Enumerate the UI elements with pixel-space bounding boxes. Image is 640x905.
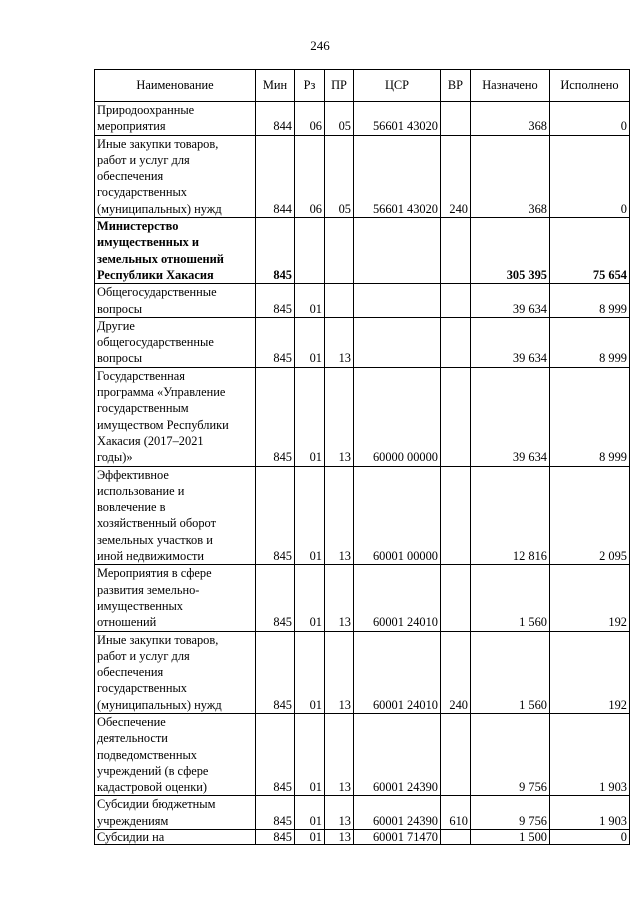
cell-executed: 0	[550, 102, 630, 136]
cell-vr	[441, 218, 471, 284]
cell-pr	[325, 218, 354, 284]
cell-pr: 05	[325, 102, 354, 136]
cell-min: 845	[256, 713, 295, 795]
cell-rz: 01	[295, 565, 325, 631]
cell-pr	[325, 284, 354, 318]
cell-executed: 75 654	[550, 218, 630, 284]
cell-name-line: Хакасия (2017–2021	[97, 433, 204, 448]
cell-name-line: хозяйственный оборот	[97, 516, 216, 531]
page-number: 246	[310, 38, 330, 53]
cell-name-line: земельных отношений	[97, 251, 224, 266]
cell-name	[95, 713, 256, 795]
cell-assigned: 9 756	[471, 713, 550, 795]
cell-csr: 60001 00000	[354, 466, 441, 565]
cell-pr: 13	[325, 713, 354, 795]
cell-name-line: имущественных	[97, 598, 183, 613]
cell-vr	[441, 830, 471, 845]
table-header-row	[95, 70, 630, 102]
cell-rz: 01	[295, 830, 325, 845]
cell-executed: 192	[550, 631, 630, 713]
cell-name	[95, 631, 256, 713]
cell-name-line: Иные закупки товаров,	[97, 136, 219, 151]
cell-name-line: отношений	[97, 615, 157, 630]
table-row	[95, 135, 630, 217]
cell-assigned: 39 634	[471, 317, 550, 367]
cell-rz: 01	[295, 796, 325, 830]
cell-name	[95, 102, 256, 136]
cell-executed: 192	[550, 565, 630, 631]
cell-executed: 1 903	[550, 713, 630, 795]
cell-name-line: Общегосударственные	[97, 285, 217, 300]
cell-pr: 13	[325, 830, 354, 845]
cell-rz: 01	[295, 713, 325, 795]
cell-pr: 13	[325, 367, 354, 466]
cell-assigned: 12 816	[471, 466, 550, 565]
cell-rz: 01	[295, 631, 325, 713]
cell-rz: 06	[295, 102, 325, 136]
cell-name-line: Обеспечение	[97, 714, 166, 729]
cell-name-line: работ и услуг для	[97, 648, 190, 663]
cell-assigned: 39 634	[471, 367, 550, 466]
header-assigned: Назначено	[471, 70, 550, 102]
cell-name-line: годы)»	[97, 450, 133, 465]
cell-name-line: имуществом Республики	[97, 417, 229, 432]
cell-name-line: имущественных и	[97, 235, 200, 250]
cell-name-line: Иные закупки товаров,	[97, 632, 219, 647]
cell-csr: 56601 43020	[354, 135, 441, 217]
cell-executed: 8 999	[550, 367, 630, 466]
table-row	[95, 565, 630, 631]
cell-name-line: развития земельно-	[97, 582, 200, 597]
cell-assigned: 1 560	[471, 565, 550, 631]
cell-vr: 240	[441, 631, 471, 713]
cell-assigned: 305 395	[471, 218, 550, 284]
cell-min: 845	[256, 631, 295, 713]
cell-rz: 01	[295, 367, 325, 466]
table-row	[95, 796, 630, 830]
header-csr: ЦСР	[354, 70, 441, 102]
cell-min: 845	[256, 796, 295, 830]
cell-name-line: вопросы	[97, 351, 143, 366]
cell-csr: 60001 24010	[354, 631, 441, 713]
cell-csr	[354, 284, 441, 318]
cell-csr: 60001 24390	[354, 713, 441, 795]
cell-executed: 8 999	[550, 284, 630, 318]
cell-vr: 610	[441, 796, 471, 830]
cell-rz: 01	[295, 466, 325, 565]
cell-name-line: программа «Управление	[97, 385, 226, 400]
cell-name-line: Субсидии на	[97, 830, 165, 845]
cell-min: 845	[256, 367, 295, 466]
cell-min: 845	[256, 466, 295, 565]
cell-name-line: Субсидии бюджетным	[97, 797, 216, 812]
cell-rz	[295, 218, 325, 284]
cell-name-line: Государственная	[97, 368, 185, 383]
table-row	[95, 367, 630, 466]
cell-assigned: 368	[471, 102, 550, 136]
header-name: Наименование	[95, 70, 256, 102]
cell-name	[95, 218, 256, 284]
table-row	[95, 466, 630, 565]
cell-name	[95, 135, 256, 217]
table-row	[95, 631, 630, 713]
cell-min: 845	[256, 284, 295, 318]
cell-name-line: (муниципальных) нужд	[97, 697, 222, 712]
table-row	[95, 218, 630, 284]
cell-name-line: Мероприятия в сфере	[97, 566, 212, 581]
cell-vr	[441, 367, 471, 466]
cell-name-line: государственных	[97, 681, 188, 696]
cell-assigned: 1 500	[471, 830, 550, 845]
cell-pr: 13	[325, 631, 354, 713]
cell-min: 845	[256, 830, 295, 845]
cell-name-line: Эффективное	[97, 467, 169, 482]
cell-name-line: иной недвижимости	[97, 549, 205, 564]
cell-executed: 1 903	[550, 796, 630, 830]
cell-assigned: 1 560	[471, 631, 550, 713]
cell-name-line: Министерство	[97, 219, 179, 234]
cell-name-line: земельных участков и	[97, 532, 213, 547]
cell-executed: 0	[550, 830, 630, 845]
cell-name-line: подведомственных	[97, 747, 197, 762]
cell-pr: 13	[325, 796, 354, 830]
table-row	[95, 317, 630, 367]
cell-csr: 56601 43020	[354, 102, 441, 136]
cell-name-line: обеспечения	[97, 665, 164, 680]
cell-name-line: работ и услуг для	[97, 152, 190, 167]
cell-name-line: вовлечение в	[97, 500, 166, 515]
cell-csr: 60001 24390	[354, 796, 441, 830]
cell-pr: 13	[325, 317, 354, 367]
cell-vr	[441, 284, 471, 318]
cell-rz: 01	[295, 284, 325, 318]
cell-name-line: Природоохранные	[97, 103, 195, 117]
cell-vr	[441, 466, 471, 565]
cell-vr	[441, 317, 471, 367]
cell-pr: 13	[325, 466, 354, 565]
cell-min: 844	[256, 102, 295, 136]
cell-min: 845	[256, 565, 295, 631]
cell-name-line: (муниципальных) нужд	[97, 201, 222, 216]
cell-csr: 60001 24010	[354, 565, 441, 631]
cell-name-line: деятельности	[97, 731, 168, 746]
header-executed: Исполнено	[550, 70, 630, 102]
cell-name-line: государственных	[97, 185, 188, 200]
cell-vr	[441, 713, 471, 795]
cell-name-line: учреждений (в сфере	[97, 763, 209, 778]
table-body	[95, 102, 630, 845]
cell-vr	[441, 565, 471, 631]
cell-vr: 240	[441, 135, 471, 217]
cell-executed: 0	[550, 135, 630, 217]
cell-pr: 05	[325, 135, 354, 217]
cell-csr: 60000 00000	[354, 367, 441, 466]
cell-name-line: учреждениям	[97, 813, 169, 828]
table-row	[95, 102, 630, 136]
cell-name	[95, 367, 256, 466]
cell-name	[95, 317, 256, 367]
cell-rz: 01	[295, 317, 325, 367]
cell-executed: 8 999	[550, 317, 630, 367]
cell-assigned: 9 756	[471, 796, 550, 830]
cell-name	[95, 466, 256, 565]
cell-executed: 2 095	[550, 466, 630, 565]
cell-name	[95, 796, 256, 830]
cell-csr	[354, 317, 441, 367]
cell-name	[95, 830, 256, 845]
cell-assigned: 368	[471, 135, 550, 217]
cell-name-line: мероприятия	[97, 119, 166, 134]
table-row	[95, 713, 630, 795]
cell-assigned: 39 634	[471, 284, 550, 318]
cell-min: 845	[256, 218, 295, 284]
cell-pr: 13	[325, 565, 354, 631]
header-rz: Рз	[295, 70, 325, 102]
cell-name-line: Республики Хакасия	[97, 267, 214, 282]
cell-name-line: обеспечения	[97, 169, 164, 184]
cell-name-line: кадастровой оценки)	[97, 780, 208, 795]
cell-min: 844	[256, 135, 295, 217]
cell-name-line: государственным	[97, 401, 189, 416]
cell-name	[95, 565, 256, 631]
table-row	[95, 830, 630, 845]
cell-vr	[441, 102, 471, 136]
cell-csr: 60001 71470	[354, 830, 441, 845]
cell-name	[95, 284, 256, 318]
cell-csr	[354, 218, 441, 284]
cell-name-line: общегосударственные	[97, 335, 214, 350]
table-row	[95, 284, 630, 318]
budget-table	[94, 69, 630, 845]
cell-name-line: Другие	[97, 318, 135, 333]
cell-name-line: вопросы	[97, 301, 143, 316]
header-pr: ПР	[325, 70, 354, 102]
cell-name-line: использование и	[97, 483, 185, 498]
header-min: Мин	[256, 70, 295, 102]
cell-rz: 06	[295, 135, 325, 217]
cell-min: 845	[256, 317, 295, 367]
header-vr: ВР	[441, 70, 471, 102]
